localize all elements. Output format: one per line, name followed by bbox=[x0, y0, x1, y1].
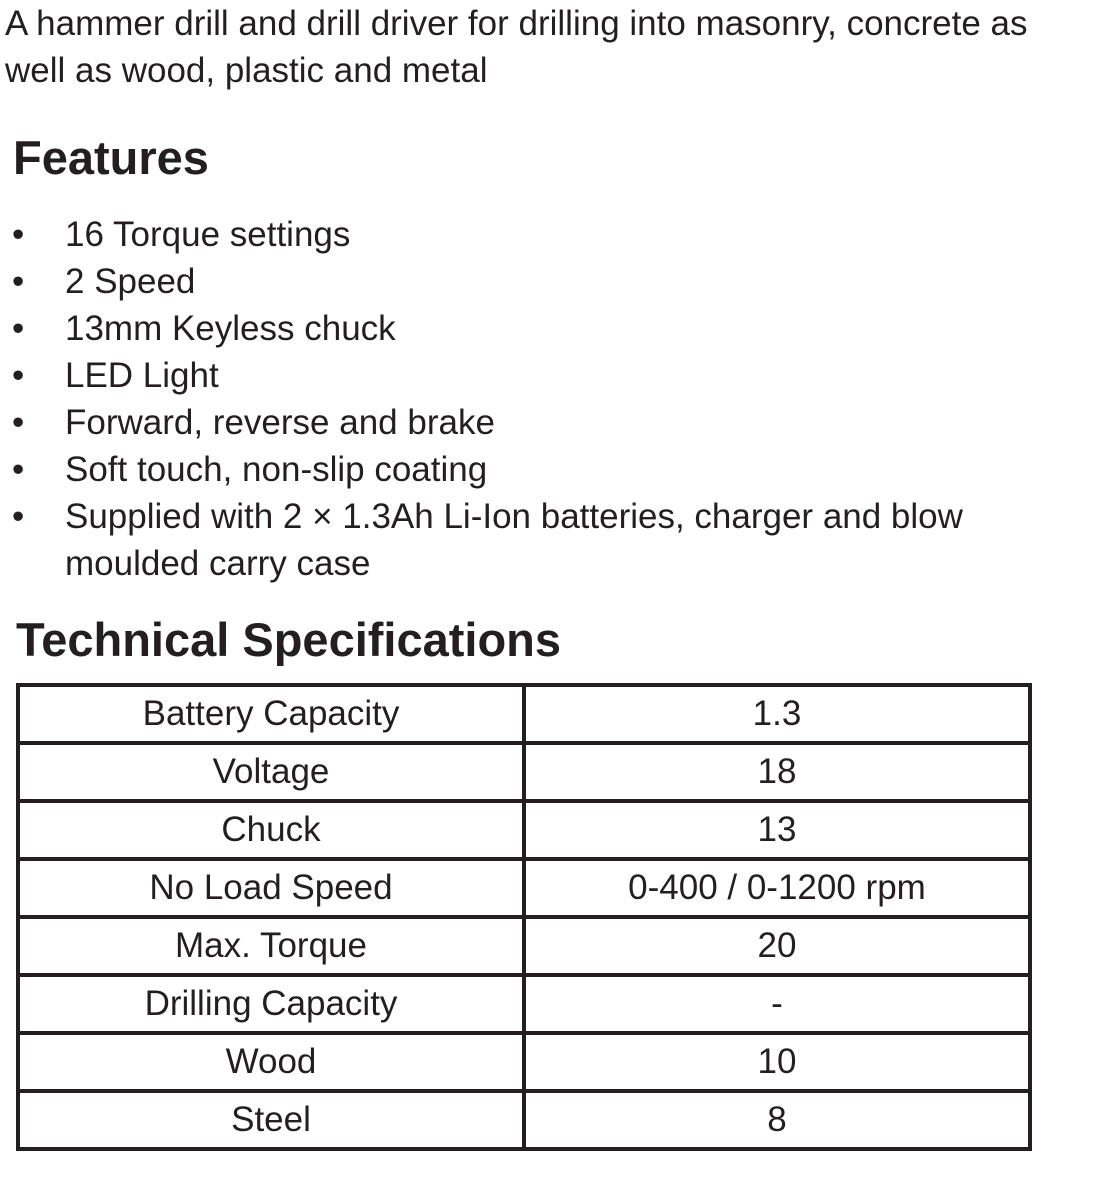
table-row bbox=[18, 685, 1030, 743]
table-row bbox=[18, 975, 1030, 1033]
bullet-icon: • bbox=[12, 497, 25, 536]
feature-text: Forward, reverse and brake bbox=[65, 403, 495, 442]
spec-label: Wood bbox=[18, 1033, 524, 1091]
features-heading: Features bbox=[13, 131, 209, 184]
feature-text: Supplied with 2 × 1.3Ah Li-Ion batteries, charger and blow moulded carry case bbox=[65, 497, 963, 583]
table-row bbox=[18, 1033, 1030, 1091]
list-item bbox=[12, 211, 1087, 258]
list-item bbox=[12, 352, 1087, 399]
table-row bbox=[18, 1091, 1030, 1149]
table-row bbox=[18, 801, 1030, 859]
features-list bbox=[12, 211, 1087, 587]
spec-label: Chuck bbox=[18, 801, 524, 859]
list-item bbox=[12, 305, 1087, 352]
spec-value: 10 bbox=[524, 1033, 1030, 1091]
list-item bbox=[12, 493, 1087, 587]
table-row bbox=[18, 743, 1030, 801]
spec-label: Steel bbox=[18, 1091, 524, 1149]
spec-value: 1.3 bbox=[524, 685, 1030, 743]
feature-text: 16 Torque settings bbox=[65, 215, 351, 254]
spec-value: 0-400 / 0-1200 rpm bbox=[524, 859, 1030, 917]
list-item bbox=[12, 399, 1087, 446]
spec-label: Max. Torque bbox=[18, 917, 524, 975]
spec-label: Battery Capacity bbox=[18, 685, 524, 743]
bullet-icon: • bbox=[12, 215, 25, 254]
bullet-icon: • bbox=[12, 262, 25, 301]
table-row bbox=[18, 917, 1030, 975]
bullet-icon: • bbox=[12, 403, 25, 442]
specs-heading: Technical Specifications bbox=[16, 613, 562, 666]
spec-label: Voltage bbox=[18, 743, 524, 801]
feature-text: 13mm Keyless chuck bbox=[65, 309, 396, 348]
spec-table bbox=[16, 683, 1032, 1151]
table-row bbox=[18, 859, 1030, 917]
spec-value: 18 bbox=[524, 743, 1030, 801]
spec-value: 13 bbox=[524, 801, 1030, 859]
intro-text: A hammer drill and drill driver for drilling into masonry, concrete as well as wood, plastic and metal bbox=[5, 4, 1028, 90]
spec-label: No Load Speed bbox=[18, 859, 524, 917]
bullet-icon: • bbox=[12, 450, 25, 489]
feature-text: 2 Speed bbox=[65, 262, 196, 301]
bullet-icon: • bbox=[12, 356, 25, 395]
spec-label: Drilling Capacity bbox=[18, 975, 524, 1033]
feature-text: Soft touch, non-slip coating bbox=[65, 450, 488, 489]
spec-value: 8 bbox=[524, 1091, 1030, 1149]
spec-value: - bbox=[524, 975, 1030, 1033]
feature-text: LED Light bbox=[65, 356, 219, 395]
spec-value: 20 bbox=[524, 917, 1030, 975]
list-item bbox=[12, 258, 1087, 305]
bullet-icon: • bbox=[12, 309, 25, 348]
list-item bbox=[12, 446, 1087, 493]
